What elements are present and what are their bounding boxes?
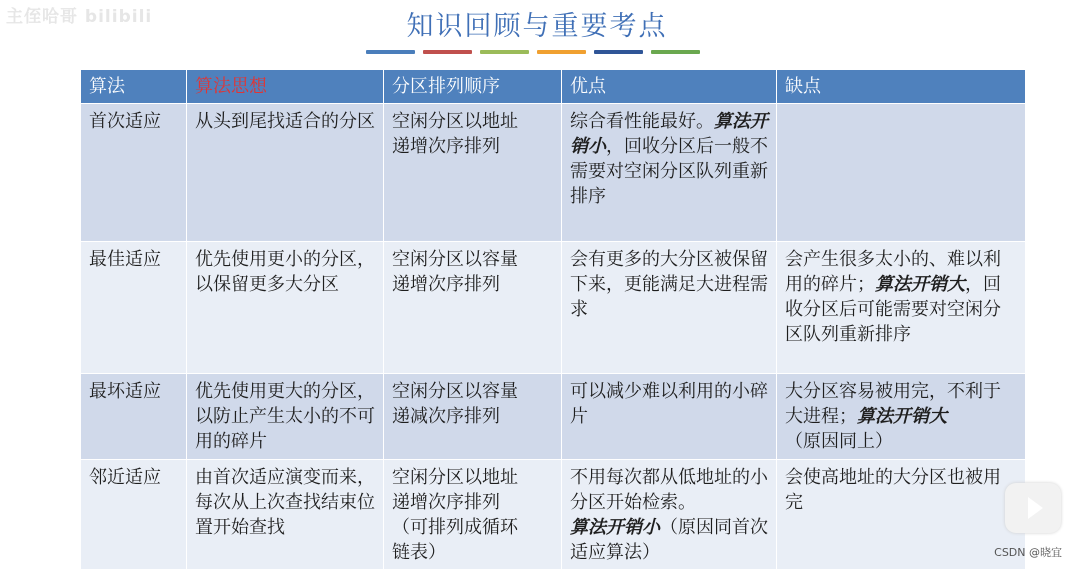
pros-text: 可以减少难以利用的小碎片 bbox=[570, 381, 768, 427]
pros-text-tail: ，回收分区后一般不需要对空闲分区队列重新排序 bbox=[570, 136, 768, 207]
accent-bar bbox=[594, 50, 643, 54]
accent-bar bbox=[423, 50, 472, 54]
algorithm-name: 最佳适应 bbox=[81, 242, 187, 374]
watermark: 主侄哈哥 bilibili bbox=[6, 7, 153, 27]
algorithm-name: 最坏适应 bbox=[81, 374, 187, 460]
title-accent-bars bbox=[366, 50, 700, 54]
credit-label: CSDN @晓宜 bbox=[994, 546, 1062, 559]
pros-emphasis: 算法开销小 bbox=[570, 111, 768, 157]
pros-cell bbox=[562, 374, 777, 460]
cons-cell bbox=[777, 242, 1026, 374]
cons-text: 大分区容易被用完，不利于大进程； bbox=[785, 381, 1001, 427]
cons-text: 会产生很多太小的、难以利用的碎片； bbox=[785, 249, 1001, 295]
algorithm-name: 邻近适应 bbox=[81, 460, 187, 570]
page-title: 知识回顾与重要考点 bbox=[406, 11, 668, 42]
video-play-icon[interactable] bbox=[1005, 483, 1061, 533]
algorithm-idea: 优先使用更大的分区，以防止产生太小的不可用的碎片 bbox=[187, 374, 384, 460]
header-pros: 优点 bbox=[562, 70, 777, 104]
table-row bbox=[81, 242, 1026, 374]
algorithm-comparison-table bbox=[80, 69, 1026, 570]
pros-cell bbox=[562, 104, 777, 242]
table-header-row bbox=[81, 70, 1026, 104]
cons-cell bbox=[777, 460, 1026, 570]
pros-text: 会有更多的大分区被保留下来，更能满足大进程需求 bbox=[570, 249, 768, 320]
algorithm-idea: 从头到尾找适合的分区 bbox=[187, 104, 384, 242]
table-row bbox=[81, 374, 1026, 460]
cons-text: 会使高地址的大分区也被用完 bbox=[785, 467, 1001, 513]
pros-cell bbox=[562, 460, 777, 570]
pros-text: 综合看性能最好。 bbox=[570, 111, 714, 132]
cons-cell bbox=[777, 104, 1026, 242]
pros-emphasis: 算法开销小 bbox=[570, 517, 660, 538]
cons-text-tail: （原因同上） bbox=[785, 431, 893, 452]
algorithm-idea: 优先使用更小的分区，以保留更多大分区 bbox=[187, 242, 384, 374]
header-order: 分区排列顺序 bbox=[384, 70, 562, 104]
header-idea: 算法思想 bbox=[187, 70, 384, 104]
algorithm-name: 首次适应 bbox=[81, 104, 187, 242]
pros-cell bbox=[562, 242, 777, 374]
accent-bar bbox=[366, 50, 415, 54]
header-cons: 缺点 bbox=[777, 70, 1026, 104]
header-algorithm: 算法 bbox=[81, 70, 187, 104]
partition-order: 空闲分区以容量 递增次序排列 bbox=[384, 242, 562, 374]
accent-bar bbox=[537, 50, 586, 54]
accent-bar bbox=[651, 50, 700, 54]
cons-text-tail: ，回收分区后可能需要对空闲分区队列重新排序 bbox=[785, 274, 1001, 345]
accent-bar bbox=[480, 50, 529, 54]
cons-emphasis: 算法开销大 bbox=[875, 274, 965, 295]
cons-emphasis: 算法开销大 bbox=[857, 406, 947, 427]
table-row bbox=[81, 460, 1026, 570]
pros-text: 不用每次都从低地址的小分区开始检索。 bbox=[570, 467, 768, 513]
pros-text-tail: （原因同首次适应算法） bbox=[570, 517, 768, 563]
table-row bbox=[81, 104, 1026, 242]
cons-cell bbox=[777, 374, 1026, 460]
algorithm-idea: 由首次适应演变而来，每次从上次查找结束位置开始查找 bbox=[187, 460, 384, 570]
partition-order: 空闲分区以地址 递增次序排列 bbox=[384, 104, 562, 242]
partition-order: 空闲分区以容量 递减次序排列 bbox=[384, 374, 562, 460]
partition-order: 空闲分区以地址 递增次序排列 （可排列成循环 链表） bbox=[384, 460, 562, 570]
